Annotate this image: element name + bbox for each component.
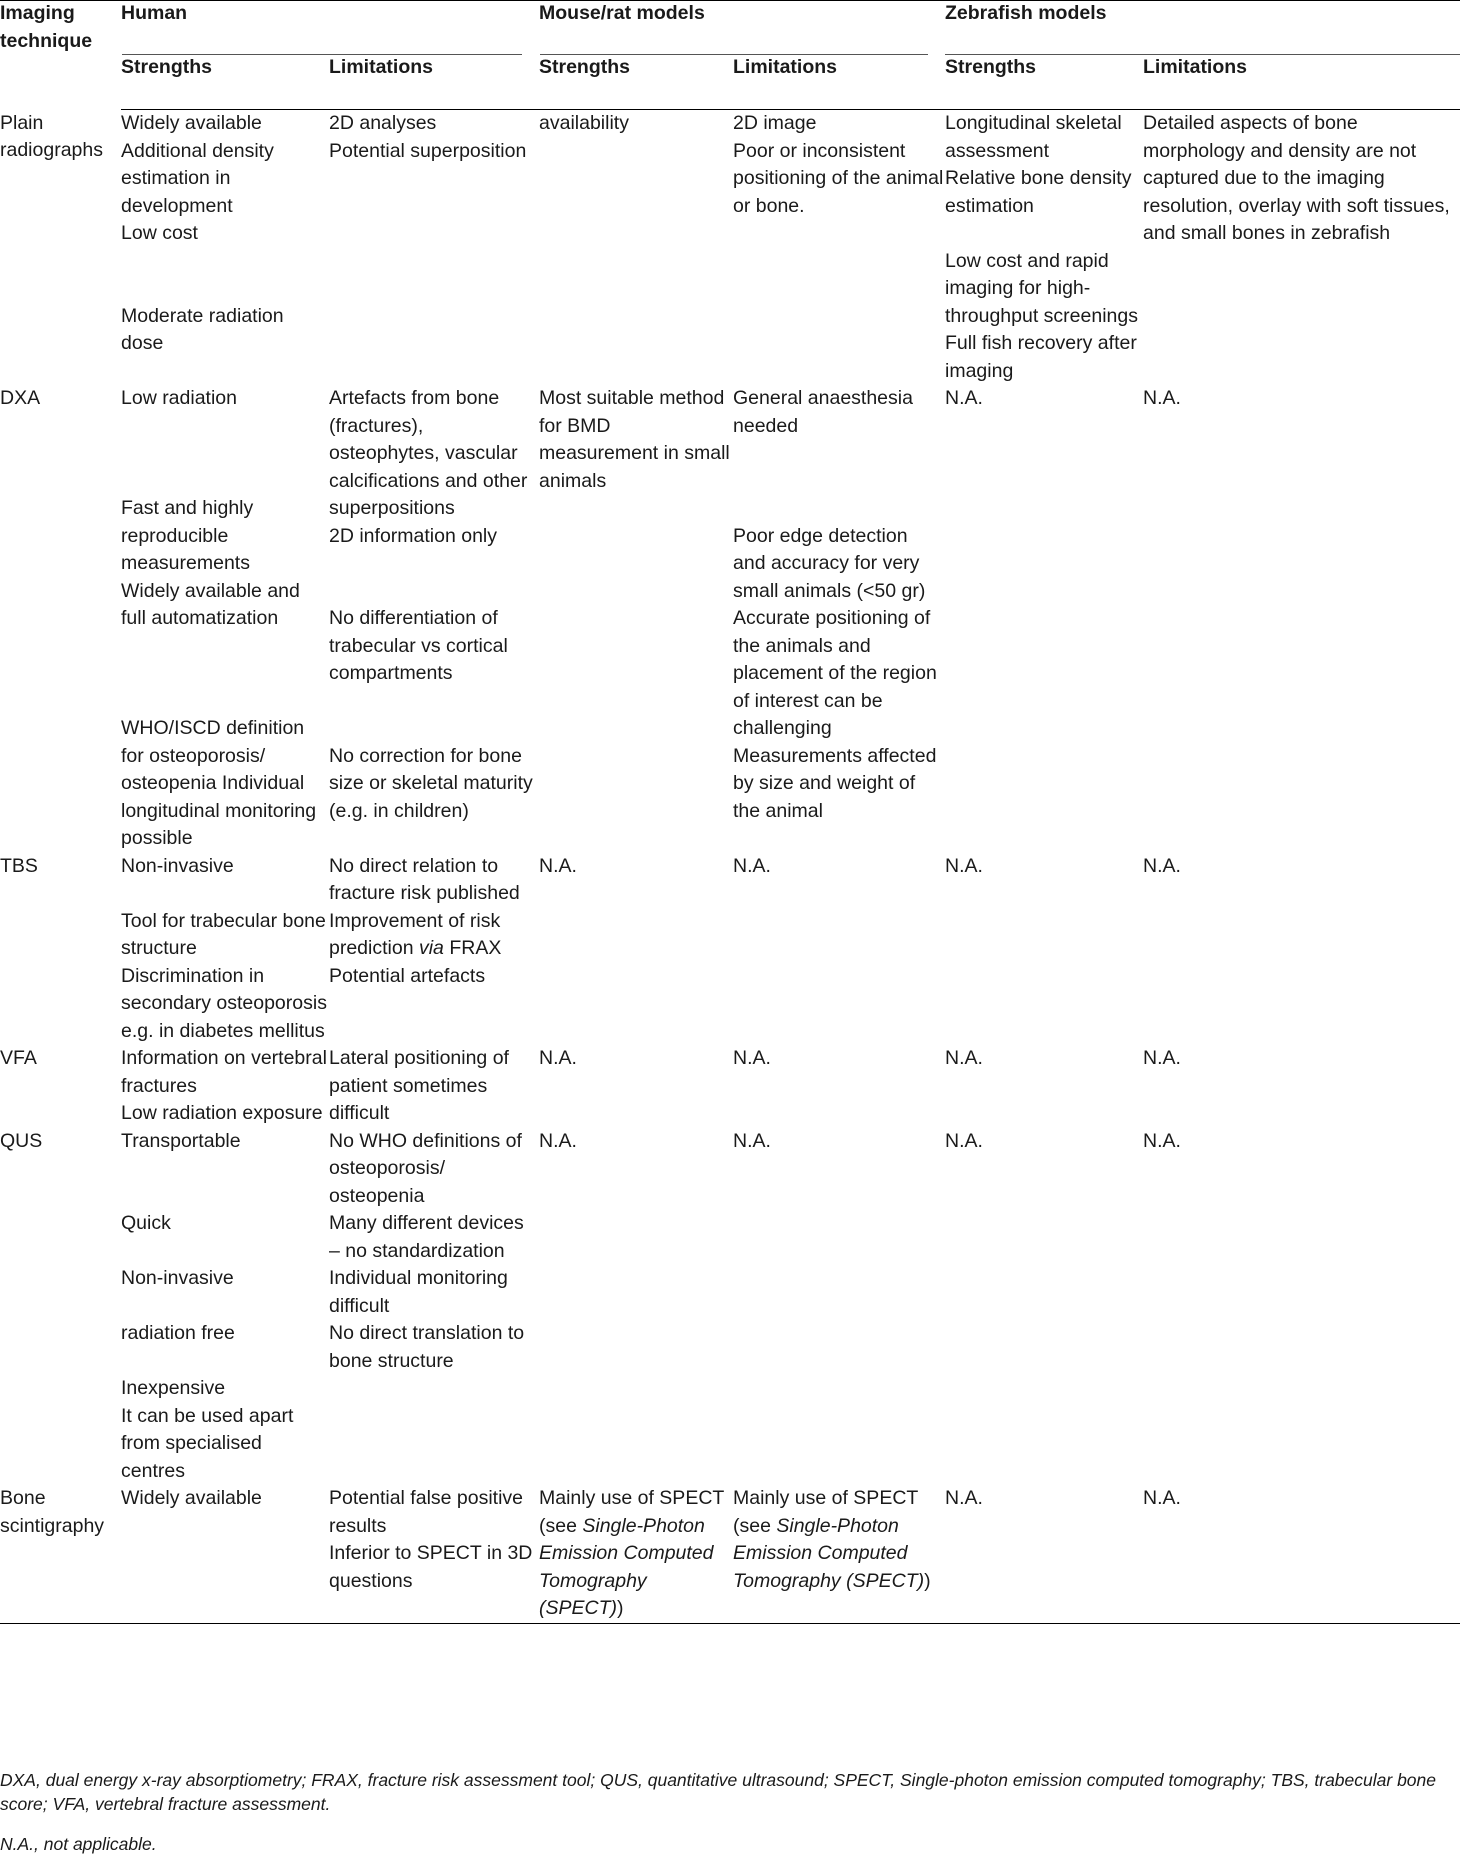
cell-entry: Potential superposition <box>329 139 527 162</box>
cell-entry: No differentiation of trabecular vs cortical compartments <box>329 607 508 684</box>
cell-entry: Low cost <box>121 222 198 244</box>
cell-spacer <box>121 1183 329 1211</box>
cell-spacer <box>121 440 329 468</box>
cell-entry: Artefacts from bone (fractures), osteophytes, vascular calcifications and other superpositions <box>329 387 528 519</box>
cell-entry: N.A. <box>539 854 577 877</box>
cell-entry: Lateral positioning of patient sometimes difficult <box>329 1047 509 1124</box>
cell-zebrafish-strengths <box>945 110 1143 386</box>
cell-human-limitations <box>329 1045 539 1128</box>
cell-entry: N.A. <box>733 854 771 877</box>
cell-spacer <box>121 248 329 276</box>
cell-entry: Widely available and full automatization <box>121 579 300 629</box>
header-mouse-limitations: Limitations <box>733 54 945 110</box>
cell-entry: Widely available <box>121 112 262 134</box>
cell-entry: radiation free <box>121 1322 235 1344</box>
cell-spacer <box>121 413 329 441</box>
header-group-human: Human <box>121 2 188 24</box>
row-technique-label: QUS <box>0 1129 43 1152</box>
cell-entry: Potential artefacts <box>329 964 486 987</box>
cell-entry: N.A. <box>733 1047 771 1069</box>
cell-human-strengths <box>121 385 329 853</box>
cell-human-limitations <box>329 385 539 853</box>
cell-entry: No direct translation to bone structure <box>329 1322 525 1372</box>
cell-entry: N.A. <box>945 1129 983 1152</box>
cell-spacer <box>121 275 329 303</box>
cell-entry: N.A. <box>945 854 983 877</box>
cell-entry: N.A. <box>1143 854 1181 877</box>
cell-human-strengths <box>121 1045 329 1128</box>
cell-zebrafish-strengths <box>945 1485 1143 1623</box>
cell-entry: Longitudinal skeletal assessment <box>945 112 1122 162</box>
cell-human-limitations <box>329 110 539 386</box>
cell-human-strengths <box>121 1485 329 1623</box>
cell-zebrafish-strengths <box>945 853 1143 1046</box>
cell-entry: N.A. <box>945 1047 983 1069</box>
header-zebrafish-limitations: Limitations <box>1143 54 1460 110</box>
cell-zebrafish-limitations <box>1143 1128 1460 1486</box>
cell-entry: N.A. <box>945 387 983 409</box>
cell-spacer <box>329 578 539 606</box>
cell-entry: Non-invasive <box>121 1267 234 1289</box>
cell-entry: Non-invasive <box>121 854 234 877</box>
cell-zebrafish-strengths <box>945 385 1143 853</box>
cell-zebrafish-limitations <box>1143 110 1460 386</box>
cell-entry: Inferior to SPECT in 3D questions <box>329 1542 533 1592</box>
header-zebrafish-strengths: Strengths <box>945 54 1143 110</box>
cell-entry: Many different devices – no standardization <box>329 1212 524 1262</box>
cell-entry: Poor or inconsistent positioning of the animal or bone. <box>733 139 944 217</box>
cell-entry: N.A. <box>1143 1487 1181 1509</box>
cell-mouse-limitations <box>733 1128 945 1486</box>
cell-mouse-strengths <box>539 1128 733 1486</box>
cell-spacer <box>329 550 539 578</box>
table-row <box>0 853 1460 1046</box>
header-human-limitations: Limitations <box>329 54 539 110</box>
cell-entry: N.A. <box>1143 1047 1181 1069</box>
cell-spacer <box>733 440 945 468</box>
cell-human-strengths <box>121 1128 329 1486</box>
cell-mouse-strengths <box>539 385 733 853</box>
cell-entry: Accurate positioning of the animals and placement of the region of interest can be challenging <box>733 607 937 739</box>
cell-entry: Moderate radiation dose <box>121 304 284 354</box>
cell-spacer <box>121 1238 329 1266</box>
cell-spacer <box>121 468 329 496</box>
cell-entry: Detailed aspects of bone morphology and density are not captured due to the imaging resolution, overlay with soft tissues, and small bones in zebrafish <box>1143 112 1450 244</box>
table-row <box>0 1045 1460 1128</box>
header-mouse-strengths: Strengths <box>539 54 733 110</box>
cell-entry: No correction for bone size or skeletal maturity (e.g. in children) <box>329 744 533 822</box>
cell-entry: Individual monitoring difficult <box>329 1267 508 1317</box>
cell-zebrafish-limitations <box>1143 1485 1460 1623</box>
table-body <box>0 110 1460 1624</box>
header-group-zebrafish: Zebrafish models <box>945 2 1107 24</box>
cell-entry: Discrimination in secondary osteoporosis e.g. in diabetes mellitus <box>121 964 327 1042</box>
cell-zebrafish-limitations <box>1143 385 1460 853</box>
row-technique-label: VFA <box>0 1047 37 1069</box>
cell-entry: N.A. <box>945 1487 983 1509</box>
cell-spacer <box>329 688 539 716</box>
row-technique-label: TBS <box>0 854 38 877</box>
cell-entry: Information on vertebral fractures <box>121 1047 327 1097</box>
table-row <box>0 385 1460 853</box>
header-human-strengths: Strengths <box>121 54 329 110</box>
cell-spacer <box>945 220 1143 248</box>
cell-spacer <box>121 1293 329 1321</box>
cell-entry: Potential false positive results <box>329 1487 524 1537</box>
cell-entry: Full fish recovery after imaging <box>945 332 1137 382</box>
cell-zebrafish-limitations <box>1143 853 1460 1046</box>
cell-entry: N.A. <box>539 1047 577 1069</box>
cell-entry: Relative bone density estimation <box>945 167 1132 217</box>
cell-spacer <box>121 1155 329 1183</box>
cell-spacer <box>733 468 945 496</box>
cell-entry: Low radiation exposure <box>121 1102 323 1124</box>
cell-human-limitations <box>329 853 539 1046</box>
cell-zebrafish-limitations <box>1143 1045 1460 1128</box>
cell-entry: Inexpensive <box>121 1377 226 1399</box>
cell-zebrafish-strengths <box>945 1045 1143 1128</box>
cell-zebrafish-strengths <box>945 1128 1143 1486</box>
cell-spacer <box>733 495 945 523</box>
cell-entry: Transportable <box>121 1129 241 1152</box>
row-technique-label: Plain radiographs <box>0 111 103 161</box>
cell-entry: Low radiation <box>121 387 237 409</box>
cell-mouse-limitations <box>733 853 945 1046</box>
cell-entry: N.A. <box>1143 1129 1181 1152</box>
cell-mouse-limitations <box>733 110 945 386</box>
cell-entry: It can be used apart from specialised centres <box>121 1404 294 1482</box>
cell-entry: No direct relation to fracture risk published <box>329 854 520 904</box>
cell-entry: availability <box>539 112 629 134</box>
cell-mouse-limitations <box>733 1045 945 1128</box>
footnote-abbreviations: DXA, dual energy x-ray absorptiometry; FRAX, fracture risk assessment tool; QUS, quantitative ultrasound; SPECT, Single-photon emission computed tomography; TBS, trabecular bone score; VFA, vertebral fracture assessment. <box>0 1770 1436 1814</box>
cell-spacer <box>121 633 329 661</box>
cell-spacer <box>121 688 329 716</box>
footnote-na: N.A., not applicable. <box>0 1834 157 1854</box>
cell-entry: N.A. <box>539 1129 577 1152</box>
cell-entry: Poor edge detection and accuracy for very small animals (<50 gr) <box>733 524 926 602</box>
row-technique-label: Bone scintigraphy <box>0 1485 121 1623</box>
cell-human-limitations <box>329 1485 539 1623</box>
cell-mouse-limitations <box>733 1485 945 1623</box>
cell-entry: No WHO definitions of osteoporosis/ osteopenia <box>329 1129 522 1207</box>
header-group-mouse-rat: Mouse/rat models <box>539 2 705 24</box>
cell-human-limitations <box>329 1128 539 1486</box>
cell-entry: Additional density estimation in development <box>121 139 274 217</box>
cell-mouse-limitations <box>733 385 945 853</box>
cell-entry: General anaesthesia needed <box>733 387 913 437</box>
cell-human-strengths <box>121 853 329 1046</box>
cell-human-strengths <box>121 110 329 386</box>
cell-spacer <box>121 880 329 908</box>
cell-mouse-strengths <box>539 853 733 1046</box>
cell-entry: Measurements affected by size and weight of the animal <box>733 744 937 822</box>
cell-entry: Mainly use of SPECT (see Single-Photon Emission Computed Tomography (SPECT)) <box>539 1487 724 1619</box>
cell-entry: Quick <box>121 1212 171 1234</box>
cell-entry: WHO/ISCD definition for osteoporosis/ osteopenia Individual longitudinal monitoring possible <box>121 717 317 849</box>
cell-spacer <box>121 660 329 688</box>
cell-entry: Mainly use of SPECT (see Single-Photon Emission Computed Tomography (SPECT)) <box>733 1487 931 1592</box>
cell-mouse-strengths <box>539 110 733 386</box>
cell-mouse-strengths <box>539 1485 733 1623</box>
cell-entry: N.A. <box>733 1129 771 1152</box>
cell-entry: N.A. <box>1143 387 1181 409</box>
cell-entry: Fast and highly reproducible measurements <box>121 497 254 574</box>
row-technique-label: DXA <box>0 387 41 409</box>
cell-entry: 2D information only <box>329 524 497 547</box>
cell-entry: Improvement of risk prediction via FRAX <box>329 909 502 959</box>
cell-entry: Widely available <box>121 1487 262 1509</box>
cell-entry: 2D image <box>733 112 817 134</box>
cell-entry: Most suitable method for BMD measurement in small animals <box>539 387 730 492</box>
cell-entry: Tool for trabecular bone structure <box>121 909 326 959</box>
cell-spacer <box>329 715 539 743</box>
cell-entry: 2D analyses <box>329 112 437 134</box>
table-row <box>0 110 1460 386</box>
table-row <box>0 1128 1460 1486</box>
header-imaging-technique: Imaging technique <box>0 2 93 52</box>
cell-entry: Low cost and rapid imaging for high-throughput screenings <box>945 249 1138 327</box>
cell-spacer <box>121 1348 329 1376</box>
table-row <box>0 1485 1460 1623</box>
cell-mouse-strengths <box>539 1045 733 1128</box>
